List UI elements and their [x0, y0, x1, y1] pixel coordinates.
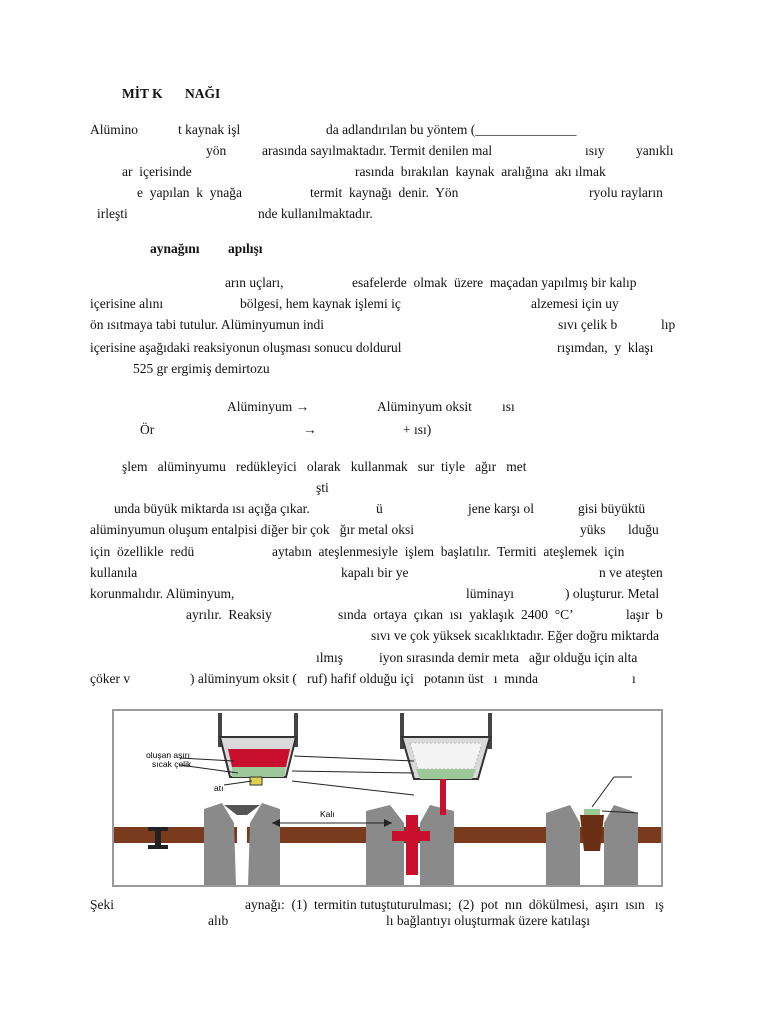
heading-part-1: MİT K	[122, 86, 163, 101]
para2-line-1-segment-2: esafelerde olmak üzere maçadan yapılmış bir kalıp	[352, 275, 637, 290]
crucible-stage-1	[218, 713, 298, 785]
intro-line-1-segment-1: Alümino	[90, 122, 139, 137]
welding-diagram	[114, 711, 661, 885]
caption-line-2-segment-1: alıb	[208, 913, 229, 928]
para3-line-4-segment-3: lduğu	[628, 522, 659, 537]
intro-line-4-segment-3: ryolu rayların	[589, 185, 663, 200]
para3-line-3-segment-1: unda büyük miktarda ısı açığa çıkar.	[114, 501, 310, 516]
mold-stage-2	[366, 805, 454, 885]
para3-line-5-segment-2: aytabın ateşlenmesiyle işlem başlatılır. Termiti ateşlemek için	[272, 544, 625, 559]
welding-figure	[112, 709, 663, 887]
para3-line-8-segment-1: ayrılır. Reaksiy	[186, 607, 272, 622]
para3-line-9-segment-1: sıvı ve çok yüksek sıcaklıktadır. Eğer doğru miktarda	[371, 628, 659, 643]
para3-line-3-segment-4: gisi büyüktü	[578, 501, 646, 516]
reaction-line-1-segment-2: Alüminyum oksit	[377, 399, 472, 414]
heading-part-2: NAĞI	[185, 86, 221, 101]
para2-line-3-segment-1: ön ısıtmaya tabi tutulur. Alüminyumun indi	[90, 317, 324, 332]
intro-line-4-segment-1: e yapılan k ynağa	[137, 185, 242, 200]
para3-line-8-segment-3: laşır b	[626, 607, 663, 622]
intro-line-5-segment-1: irleşti	[97, 206, 128, 221]
para3-line-11-segment-1: çöker v	[90, 671, 131, 686]
para3-line-5-segment-1: için özellikle redü	[90, 544, 195, 559]
intro-line-2-segment-2: arasında sayılmaktadır. Termit denilen mal	[262, 143, 493, 158]
intro-line-3-segment-1: ar içerisinde	[122, 164, 192, 179]
mold-stage-1	[204, 803, 280, 885]
para2-line-2-segment-1: içerisine alını	[90, 296, 164, 311]
para2-line-3-segment-2: sıvı çelik b	[558, 317, 618, 332]
para2-line-1-segment-1: arın uçları,	[225, 275, 284, 290]
para3-line-6-segment-2: kapalı bir ye	[341, 565, 409, 580]
caption-line-2-segment-2: lı bağlantıyı oluşturmak üzere katılaşı	[386, 913, 590, 928]
para3-line-3-segment-2: ü	[376, 501, 383, 516]
para3-line-7-segment-2: lüminayı	[466, 586, 514, 601]
para3-line-7-segment-3: ) oluşturur. Metal	[565, 586, 660, 601]
subheading-part-2: apılışı	[228, 241, 263, 256]
para3-line-8-segment-2: sında ortaya çıkan ısı yaklaşık 2400 °C’	[338, 607, 574, 622]
intro-line-5-segment-2: nde kullanılmaktadır.	[258, 206, 373, 221]
para3-line-2-segment-1: şti	[316, 480, 329, 495]
para3-line-11-segment-2: ) alüminyum oksit ( ruf) hafif olduğu içi potanın üst ı mında	[190, 671, 538, 686]
para2-line-2-segment-2: bölgesi, hem kaynak işlemi iç	[240, 296, 401, 311]
para3-line-4-segment-1: alüminyumun oluşum entalpisi diğer bir çok ğır metal oksi	[90, 522, 414, 537]
para3-line-3-segment-3: jene karşı ol	[468, 501, 534, 516]
para3-line-6-segment-3: n ve ateşten	[599, 565, 663, 580]
reaction-line-2-segment-3: + ısı)	[403, 422, 432, 437]
para3-line-1-segment-1: şlem alüminyumu redükleyici olarak kullanmak sur tiyle ağır met	[122, 459, 527, 474]
reaction-line-2-segment-1: Ör	[140, 422, 155, 437]
para3-line-10-segment-2: iyon sırasında demir meta ağır olduğu için alta	[379, 650, 638, 665]
subheading-part-1: aynağını	[150, 241, 200, 256]
mold-stage-3	[546, 805, 638, 885]
label-slag: atı	[214, 783, 224, 793]
label-hot-steel-1: oluşan aşırı	[146, 750, 190, 760]
reaction-line-2-segment-2: →	[303, 422, 317, 437]
intro-line-1-segment-3: da adlandırılan bu yöntem (_______________	[326, 122, 577, 137]
para2-line-4-segment-1: içerisine aşağıdaki reaksiyonun oluşması sonucu doldurul	[90, 340, 402, 355]
reaction-line-1-segment-3: ısı	[502, 399, 515, 414]
reaction-line-1-segment-1: Alüminyum →	[227, 399, 310, 414]
label-hot-steel-2: sıcak çelik	[152, 759, 192, 769]
intro-line-3-segment-2: rasında bırakılan kaynak aralığına akı ılmak	[355, 164, 606, 179]
crucible-stage-2	[400, 713, 492, 815]
para3-line-4-segment-2: yüks	[580, 522, 606, 537]
intro-line-2-segment-4: yanıklı	[636, 143, 674, 158]
para2-line-3-segment-3: lıp	[661, 317, 676, 332]
para3-line-7-segment-1: korunmalıdır. Alüminyum,	[90, 586, 235, 601]
intro-line-2-segment-3: ısıy	[585, 143, 605, 158]
caption-line-1-segment-1: Şeki	[90, 897, 115, 912]
para3-line-11-segment-3: ı	[632, 671, 636, 686]
para3-line-10-segment-1: ılmış	[316, 650, 344, 665]
para2-line-5-segment-1: 525 gr ergimiş demirtozu	[133, 361, 270, 376]
intro-line-1-segment-2: t kaynak işl	[178, 122, 241, 137]
caption-line-1-segment-2: aynağı: (1) termitin tutuştuturulması; (2) pot nın dökülmesi, aşırı ısın ış	[245, 897, 664, 912]
para3-line-6-segment-1: kullanıla	[90, 565, 138, 580]
intro-line-4-segment-2: termit kaynağı denir. Yön	[310, 185, 459, 200]
intro-line-2-segment-1: yön	[206, 143, 227, 158]
para2-line-2-segment-3: alzemesi için uy	[531, 296, 619, 311]
label-mold: Kalı	[320, 809, 335, 819]
para2-line-4-segment-2: rışımdan, y klaşı	[557, 340, 654, 355]
